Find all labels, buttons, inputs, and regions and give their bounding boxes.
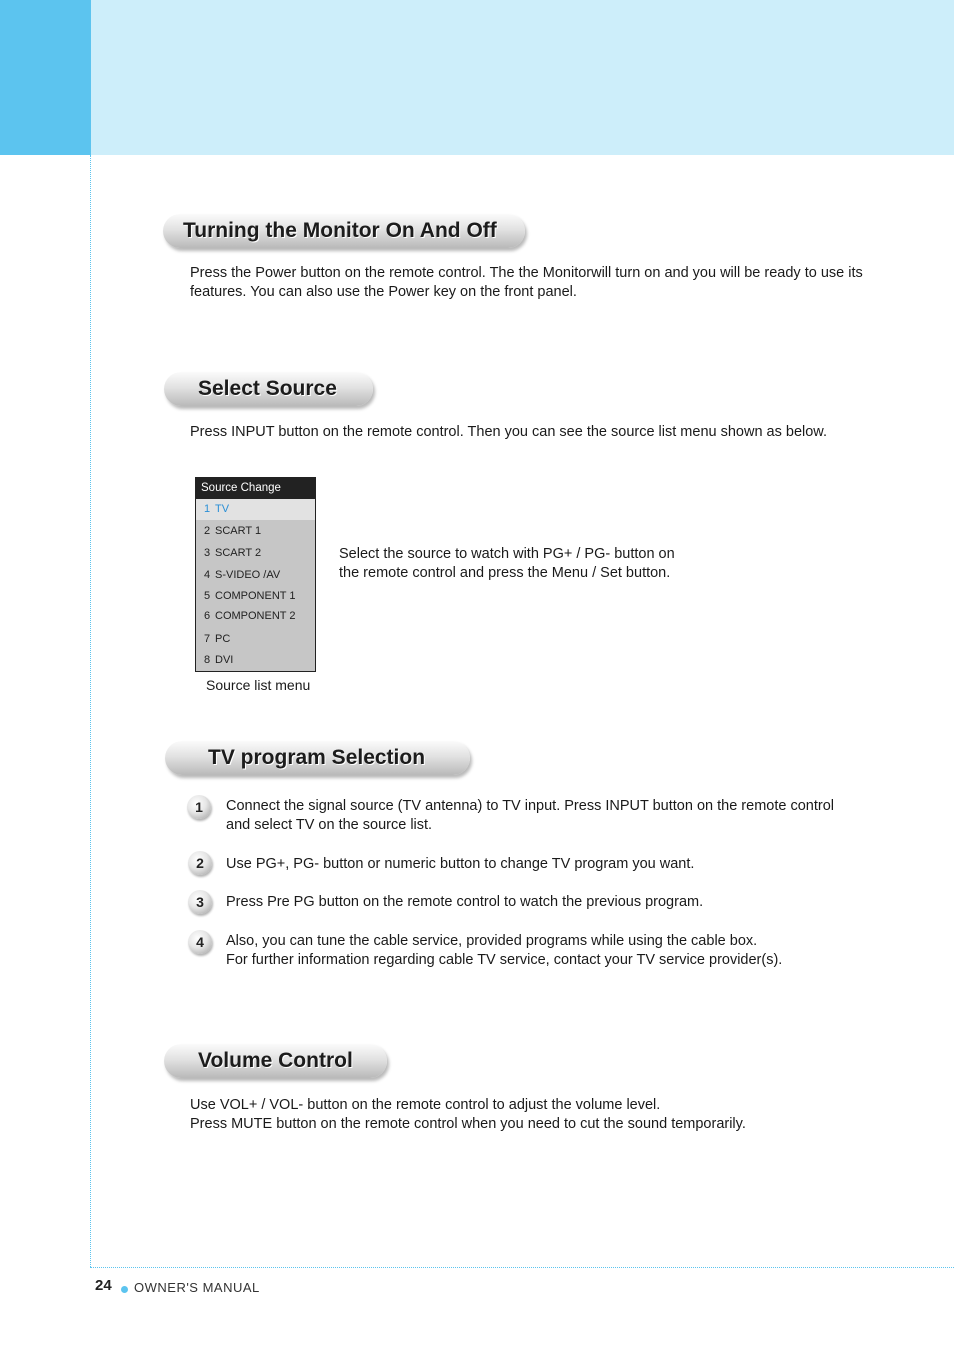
step-4-line-2: For further information regarding cable TV service, contact your TV service provider(s). — [226, 952, 783, 968]
source-menu-item-scart1[interactable] — [196, 521, 315, 542]
menu-item-label: COMPONENT 2 — [215, 610, 296, 622]
source-side-text-line-2: the remote control and press the Menu / Set button. — [339, 565, 671, 581]
source-menu-item-pc[interactable] — [196, 629, 315, 650]
section-title-source-text: Select Source — [198, 377, 337, 400]
section-title-source — [164, 372, 373, 406]
step-3-line-1: Press Pre PG button on the remote control to watch the previous program. — [226, 894, 704, 910]
source-side-text-line-1: Select the source to watch with PG+ / PG- button on — [339, 546, 675, 562]
section-title-volume — [164, 1044, 387, 1078]
menu-item-number: 1 — [204, 503, 211, 515]
volume-text-line-1: Use VOL+ / VOL- button on the remote control to adjust the volume level. — [190, 1097, 661, 1113]
power-text-line-2: features. You can also use the Power key on the front panel. — [190, 284, 577, 300]
section-title-tv-text: TV program Selection — [208, 746, 426, 769]
source-menu-item-component1[interactable] — [196, 586, 315, 607]
header-accent-block — [0, 0, 91, 155]
step-1-badge: 1 — [187, 795, 211, 819]
source-menu-item-svideo[interactable] — [196, 565, 315, 586]
menu-item-label: COMPONENT 1 — [215, 590, 296, 602]
source-menu-item-dvi[interactable] — [196, 650, 315, 671]
menu-item-number: 3 — [204, 547, 211, 559]
section-title-tv — [165, 741, 470, 775]
step-1-line-2: and select TV on the source list. — [226, 817, 433, 833]
power-text-line-1: Press the Power button on the remote control. The the Monitorwill turn on and you will be ready to use its — [190, 265, 863, 281]
menu-item-number: 8 — [204, 654, 211, 666]
header-band — [91, 0, 954, 155]
menu-item-label: SCART 2 — [215, 547, 262, 559]
source-menu-item-scart2[interactable] — [196, 543, 315, 564]
page-number: 24 — [95, 1277, 112, 1294]
footer-bullet-icon — [121, 1286, 128, 1293]
section-title-power — [163, 214, 525, 248]
source-menu-item-component2[interactable] — [196, 606, 315, 627]
step-2-line-1: Use PG+, PG- button or numeric button to change TV program you want. — [226, 856, 695, 872]
menu-item-number: 6 — [204, 610, 211, 622]
margin-dotted-line — [90, 155, 91, 1267]
step-4-badge: 4 — [188, 930, 212, 954]
menu-item-label: DVI — [215, 654, 234, 666]
volume-text-line-2: Press MUTE button on the remote control when you need to cut the sound temporarily. — [190, 1116, 746, 1132]
source-menu-caption: Source list menu — [206, 677, 311, 693]
step-3-badge: 3 — [188, 890, 212, 914]
step-1-line-1: Connect the signal source (TV antenna) to TV input. Press INPUT button on the remote control — [226, 798, 834, 814]
menu-item-number: 5 — [204, 590, 211, 602]
source-list-menu — [195, 477, 316, 672]
footer-dotted-line — [90, 1267, 954, 1268]
source-intro-text: Press INPUT button on the remote control. Then you can see the source list menu shown as below. — [190, 424, 828, 440]
menu-item-label: SCART 1 — [215, 525, 262, 537]
source-menu-title: Source Change — [196, 478, 315, 499]
footer-label: OWNER'S MANUAL — [134, 1280, 260, 1295]
section-title-power-text: Turning the Monitor On And Off — [183, 219, 497, 242]
step-4-line-1: Also, you can tune the cable service, provided programs while using the cable box. — [226, 933, 758, 949]
menu-item-label: TV — [215, 503, 230, 515]
menu-item-number: 2 — [204, 525, 211, 537]
menu-item-label: S-VIDEO /AV — [215, 569, 281, 581]
menu-item-label: PC — [215, 633, 231, 645]
menu-item-number: 4 — [204, 569, 211, 581]
menu-item-number: 7 — [204, 633, 211, 645]
step-2-badge: 2 — [188, 851, 212, 875]
source-menu-item-tv[interactable] — [196, 499, 315, 520]
section-title-volume-text: Volume Control — [198, 1049, 353, 1072]
